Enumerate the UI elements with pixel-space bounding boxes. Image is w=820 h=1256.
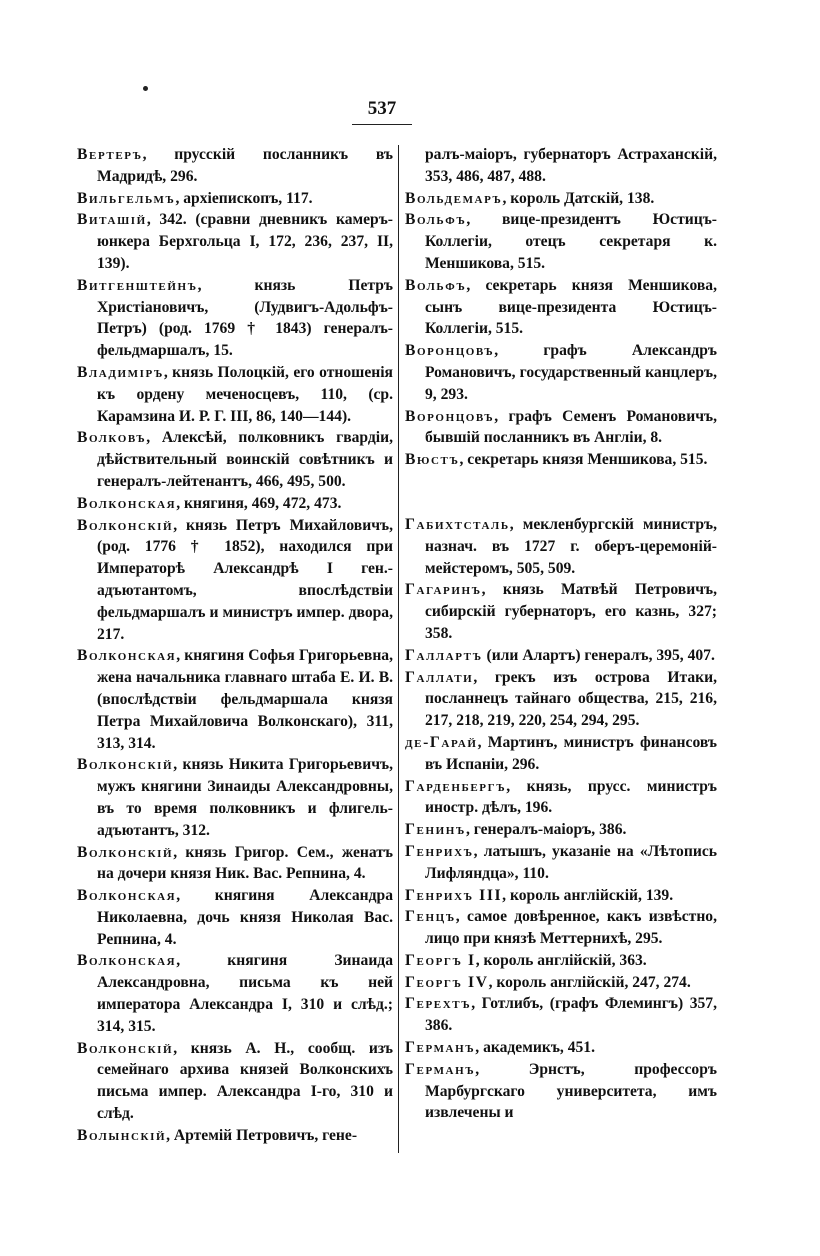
index-entry <box>77 754 393 841</box>
index-entry <box>405 993 717 1037</box>
index-entry <box>77 950 393 1037</box>
index-entry-text: , князь Полоцкій, его отношенія къ ордену меченосцевъ, 110, (ср. Карамзина И. Р. Г. III, 86, 140—144). <box>97 363 393 425</box>
index-headword: Волконская <box>77 647 177 665</box>
index-entry-text: , вице-президентъ Юстицъ-Коллегіи, отецъ секретаря к. Меншикова, 515. <box>425 211 717 272</box>
index-entry <box>405 209 717 274</box>
index-entry-text: , архіепископъ, 117. <box>175 189 313 207</box>
index-entry-text: , князь Григор. Сем., женатъ на дочери князя Ник. Вас. Репнина, 4. <box>97 843 393 883</box>
index-entry <box>405 819 717 841</box>
index-entry <box>77 885 393 950</box>
index-entry-text: , князь, прусс. министръ иностр. дѣлъ, 196. <box>425 777 717 817</box>
index-entry-text: (или Алартъ) генералъ, 395, 407. <box>482 646 715 664</box>
index-entry <box>77 645 393 754</box>
index-entry <box>405 340 717 405</box>
index-headword: Витгенштейнъ <box>77 276 198 294</box>
index-entry <box>405 645 717 667</box>
index-headword: Волковъ <box>77 429 147 447</box>
index-entry-text: , Алексѣй, полковникъ гвардіи, дѣйствительный воинскій совѣтникъ и генералъ-лейтенантъ, 466, 495, 500. <box>97 429 393 490</box>
index-entry <box>405 972 717 994</box>
index-headword: Волконскій <box>77 1039 174 1057</box>
index-entry <box>77 493 393 515</box>
index-headword: Вюстъ <box>405 451 460 469</box>
index-entry-text: , грекъ изъ острова Итаки, посланнецъ тайнаго общества, 215, 216, 217, 218, 219, 220, 254, 294, 295. <box>425 668 717 730</box>
index-headword: Вертеръ <box>77 146 143 163</box>
index-headword: Воронцовъ <box>405 342 495 360</box>
section-gap <box>405 471 717 514</box>
index-entry-text: , князь Петръ Михайловичъ, (род. 1776 † 1852), находился при Императорѣ Александрѣ I ген.-адъютантомъ, впослѣдствіи фельдмаршалъ и министръ импер. двора, 217. <box>97 516 393 643</box>
index-headword: де-Гарай <box>405 733 478 751</box>
index-entry <box>405 406 717 450</box>
page-number-rule <box>352 124 412 125</box>
index-entry-text: , княгиня Александра Николаевна, дочь князя Николая Вас. Репнина, 4. <box>97 887 393 948</box>
index-entry-text: , секретарь князя Меншикова, сынъ вице-президента Юстицъ-Коллегіи, 515. <box>425 276 717 338</box>
index-headword: Генцъ <box>405 908 456 926</box>
index-entry-text: , князь Матвѣй Петровичъ, сибирскій губернаторъ, его казнь, 327; 358. <box>425 581 717 642</box>
index-headword: Георгъ I <box>405 951 476 969</box>
index-entry <box>405 732 717 776</box>
index-entry-text: , генералъ-маіоръ, 386. <box>465 821 627 839</box>
index-headword: Виташій <box>77 211 147 229</box>
index-headword: Волынскій <box>77 1126 167 1144</box>
index-headword: Волконскій <box>77 843 174 861</box>
page-number: 537 <box>367 98 397 119</box>
index-headword: Генинъ <box>405 821 466 839</box>
index-headword: Генрихъ III <box>405 886 503 904</box>
index-entry-text: , прусскій посланникъ въ Мадридѣ, 296. <box>97 146 393 185</box>
index-headword: Германъ <box>405 1039 476 1057</box>
index-entry <box>77 1038 393 1125</box>
index-headword: Галлати <box>405 668 474 686</box>
index-headword: Волконскій <box>77 756 174 774</box>
index-headword: Галлартъ <box>405 646 483 664</box>
index-headword: Герехтъ <box>405 995 472 1013</box>
index-entry-text: , графъ Александръ Романовичъ, государственный канцлеръ, 9, 293. <box>425 342 717 403</box>
index-entry <box>405 885 717 907</box>
index-headword: Воронцовъ <box>405 407 495 425</box>
index-entry <box>77 427 393 492</box>
index-entry-text: , Мартинъ, министръ финансовъ въ Испаніи, 296. <box>425 733 717 773</box>
left-column <box>77 144 393 1147</box>
index-entry <box>405 514 717 579</box>
index-entry <box>77 275 393 362</box>
index-entry-text: , король англійскій, 139. <box>502 886 674 904</box>
index-entry-text: , Эрнстъ, профессоръ Марбургскаго университета, имъ извлечены и <box>425 1060 717 1122</box>
index-headword: Габихтсталь <box>405 515 510 533</box>
index-entry-text: , княгиня Софья Григорьевна, жена начальника главнаго штаба Е. И. В. (впослѣдствіи фельдмаршала князя Петра Михайловича Волконскаго), 311, 313, 314. <box>97 647 393 752</box>
index-entry <box>405 1037 717 1059</box>
index-entry <box>77 188 393 210</box>
index-entry-text: , княгиня, 469, 472, 473. <box>176 494 342 512</box>
index-entry <box>405 579 717 644</box>
index-entry-text: , князь Никита Григорьевичъ, мужъ княгини Зинаиды Александровны, въ то время полковникъ и флигель-адъютантъ, 312. <box>97 756 393 839</box>
index-entry-text: , Готлибъ, (графъ Флемингъ) 357, 386. <box>425 995 717 1035</box>
index-entry <box>77 515 393 646</box>
right-column <box>405 144 717 1124</box>
index-headword: Волконская <box>77 887 177 905</box>
index-entry <box>405 950 717 972</box>
index-entry-text: , князь А. Н., сообщ. изъ семейнаго архива князей Волконскихъ письма импер. Александра I-го, 310 и слѣд. <box>97 1039 393 1123</box>
index-entry <box>405 776 717 820</box>
index-entry <box>77 144 393 188</box>
index-entry-text: , самое довѣренное, какъ извѣстно, лицо при князѣ Меттернихѣ, 295. <box>425 908 717 948</box>
index-entry <box>405 449 717 471</box>
index-entry-text: , король англійскій, 247, 274. <box>488 973 691 991</box>
index-headword: Волконская <box>77 494 177 512</box>
index-entry-text: , князь Петръ Христіановичъ, (Лудвигъ-Адольфъ-Петръ) (род. 1769 † 1843) генералъ-фельдмаршалъ, 15. <box>97 276 393 360</box>
index-headword: Вольдемаръ <box>405 189 503 207</box>
index-entry-text: , король англійскій, 363. <box>475 951 647 969</box>
index-entry <box>77 362 393 427</box>
index-entry <box>77 842 393 886</box>
ink-dot <box>143 86 148 91</box>
index-entry-text: , латышъ, указаніе на «Лѣтопись Лифляндца», 110. <box>425 842 717 882</box>
index-entry-text: , графъ Семенъ Романовичъ, бывшій посланникъ въ Англіи, 8. <box>425 407 717 447</box>
index-entry-text: , секретарь князя Меншикова, 515. <box>459 451 708 469</box>
index-entry-text: , академикъ, 451. <box>475 1039 595 1057</box>
index-entry <box>405 1059 717 1124</box>
index-headword: Георгъ IV <box>405 973 489 991</box>
index-headword: Волконскій <box>77 516 174 534</box>
index-entry <box>77 209 393 274</box>
index-headword: Владиміръ <box>77 363 164 381</box>
index-headword: Гарденбергъ <box>405 777 507 795</box>
index-headword: Гагаринъ <box>405 581 482 599</box>
index-headword: Германъ <box>405 1060 476 1078</box>
index-entry-text: , мекленбургскій министръ, назнач. въ 1727 г. оберъ-церемоній-мейстеромъ, 505, 509. <box>425 515 717 577</box>
index-entry <box>405 667 717 732</box>
index-headword: Вольфъ <box>405 211 467 229</box>
index-entry-text: , Артемій Петровичъ, гене- <box>166 1126 358 1144</box>
index-entry <box>405 275 717 340</box>
index-entry <box>405 906 717 950</box>
column-divider <box>398 145 399 1153</box>
index-entry-text: , король Датскій, 138. <box>502 189 655 207</box>
index-headword: Генрихъ <box>405 842 474 860</box>
index-entry <box>405 841 717 885</box>
index-entry-text: , 342. (сравни дневникъ камеръ-юнкера Берхгольца I, 172, 236, 237, II, 139). <box>97 211 393 272</box>
index-entry <box>405 188 717 210</box>
index-headword: Волконская <box>77 952 177 970</box>
index-entry <box>77 1125 393 1147</box>
index-entry-continuation: ралъ-маіоръ, губернаторъ Астраханскій, 353, 486, 487, 488. <box>425 146 717 185</box>
index-headword: Вольфъ <box>405 276 467 294</box>
index-headword: Вильгельмъ <box>77 189 176 207</box>
index-entry-text: , княгиня Зинаида Александровна, письма къ ней императора Александра I, 310 и слѣд.; 314, 315. <box>97 952 393 1035</box>
